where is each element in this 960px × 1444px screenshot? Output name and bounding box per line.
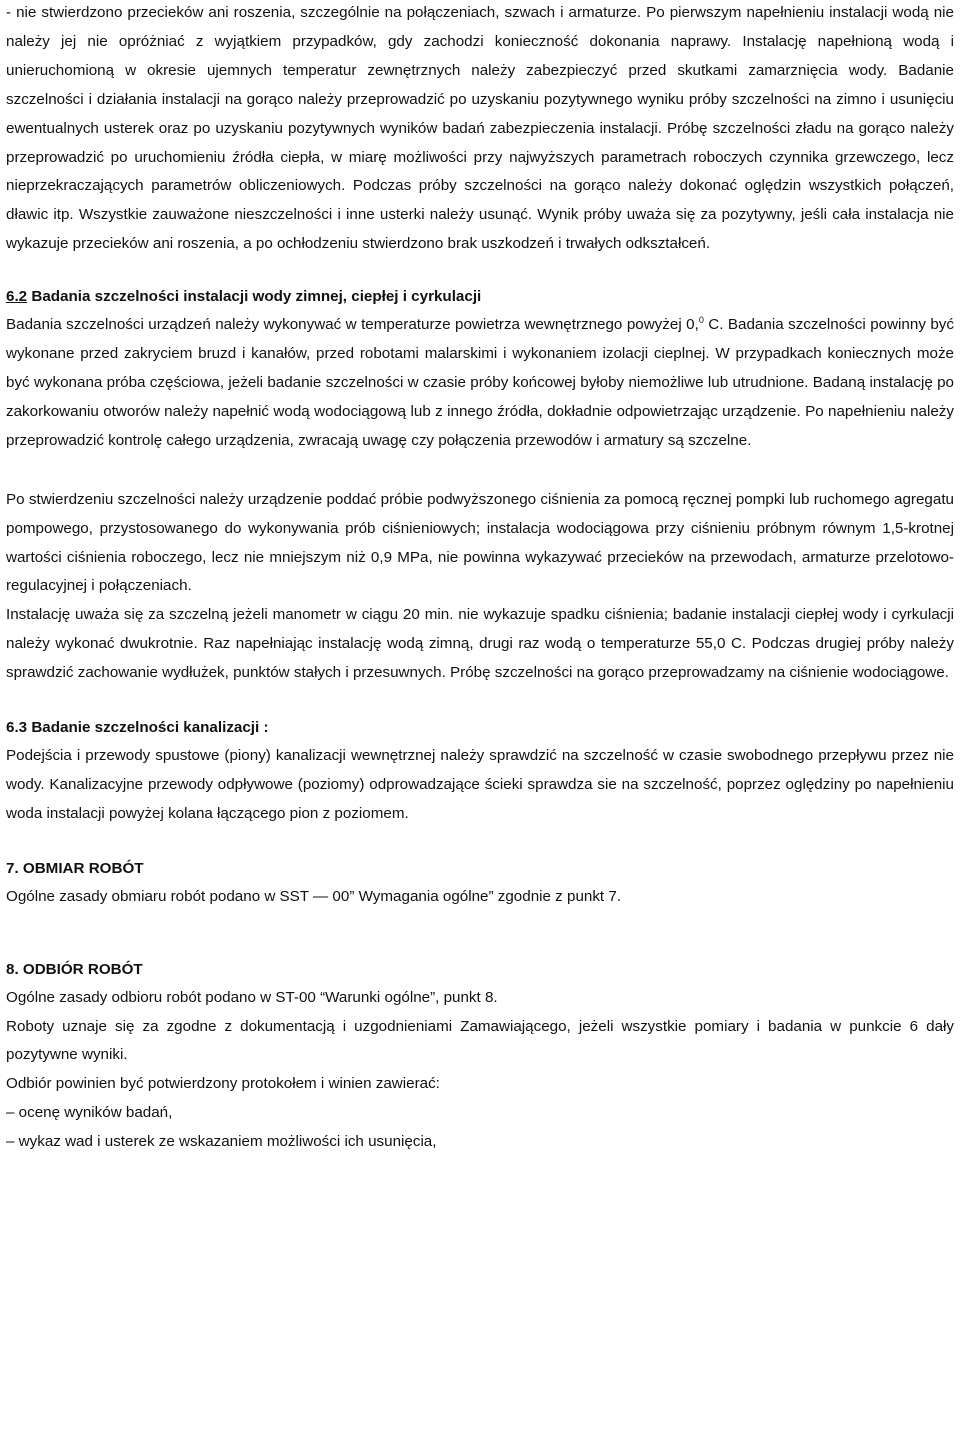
section-6-1-paragraph: - nie stwierdzono przecieków ani roszenia, szczególnie na połączeniach, szwach i armaturze. Po pierwszym napełnieniu instalacji wodą nie należy jej nie opróżniać z wyjątkiem przypadków, gdy zachodzi konieczność dokonania naprawy. Instalację napełnioną wodą i unieruchomioną w okresie ujemnych temperatur zewnętrznych należy zabezpieczyć przed skutkami zamarznięcia wody. Badanie szczelności i działania instalacji na gorąco należy przeprowadzić po uzyskaniu pozytywnego wyniku próby szczelności na zimno i usunięciu ewentualnych usterek oraz po uzyskaniu pozytywnych wyników badań zabezpieczenia instalacji. Próbę szczelności zładu na gorąco należy przeprowadzić po uruchomieniu źródła ciepła, w miarę możliwości przy najwyższych parametrach roboczych czynnika grzewczego, lecz nieprzekraczających parametrów obliczeniowych. Podczas próby szczelności na gorąco należy dokonać oględzin wszystkich połączeń, dławic itp. Wszystkie zauważone nieszczelności i inne usterki należy usunąć. Wynik próby uważa się za pozytywny, jeśli cała instalacja nie wykazuje przecieków ani roszenia, a po ochłodzeniu stwierdzono brak uszkodzeń i trwałych odkształceń. [6, 4, 954, 253]
spacer [6, 829, 954, 855]
section-7-heading: 7. OBMIAR ROBÓT [6, 859, 144, 877]
section-8-paragraph-3: Odbiór powinien być potwierdzony protokołem i winien zawierać: [6, 1075, 440, 1093]
section-6-3-paragraph: Podejścia i przewody spustowe (piony) kanalizacji wewnętrznej należy sprawdzić na szczelność w czasie swobodnego przepływu przez nie wody. Kanalizacyjne przewody odpływowe (poziomy) odprowadzające ścieki sprawdza sie na szczelność, poprzez oględziny po napełnieniu woda instalacji powyżej kolana łączącego pion z poziomem. [6, 747, 954, 822]
section-6-2-paragraph-1 [6, 311, 954, 456]
section-6-2-paragraph-3: Instalację uważa się za szczelną jeżeli manometr w ciągu 20 min. nie wykazuje spadku ciśnienia; badanie instalacji ciepłej wody i cyrkulacji należy wykonać dwukrotnie. Raz napełniając instalację wodą zimną, drugi raz wodą o temperaturze 55,0 C. Podczas drugiej próby należy sprawdzić zachowanie wydłużek, punktów stałych i przesuwnych. Próbę szczelności na gorąco przeprowadzamy na ciśnienie wodociągowe. [6, 606, 954, 682]
list-item: – ocenę wyników badań, [6, 1104, 173, 1122]
section-6-2-p1-rest: C. Badania szczelności powinny być wykonane przed zakryciem bruzd i kanałów, przed robotami malarskimi i wykonaniem izolacji cieplnej. W przypadkach koniecznych może być wykonana próba częściowa, jeżeli badanie szczelności w czasie próby końcowej byłoby niemożliwe lub utrudnione. Badaną instalację po zakorkowaniu otworów należy napełnić wodą wodociągową lub z innego źródła, dokładnie odpowietrzając urządzenie. Po napełnieniu należy przeprowadzić kontrolę całego urządzenia, zwracają uwagę czy połączenia przewodów i armatury są szczelne. [6, 316, 954, 449]
section-6-2-p1-start: Badania szczelności urządzeń należy wykonywać w temperaturze powietrza wewnętrznego powyżej 0, [6, 316, 699, 334]
section-6-2-paragraph-2: Po stwierdzeniu szczelności należy urządzenie poddać próbie podwyższonego ciśnienia za pomocą ręcznej pompki lub ruchomego agregatu pompowego, przystosowanego do wykonywania prób ciśnieniowych; instalacja wodociągowa przy ciśnieniu próbnym równym 1,5-krotnej wartości ciśnienia roboczego, lecz nie mniejszym niż 0,9 MPa, nie powinna wykazywać przecieków na przewodach, armaturze przelotowo-regulacyjnej i połączeniach. [6, 490, 954, 595]
list-item: – wykaz wad i usterek ze wskazaniem możliwości ich usunięcia, [6, 1132, 437, 1150]
section-8-heading: 8. ODBIÓR ROBÓT [6, 960, 143, 978]
section-6-2-title: Badania szczelności instalacji wody zimnej, ciepłej i cyrkulacji [31, 288, 482, 306]
degree-superscript: 0 [698, 315, 704, 326]
section-6-3-heading: 6.3 Badanie szczelności kanalizacji : [6, 719, 269, 737]
spacer [6, 912, 954, 956]
section-6-2-number: 6.2 [6, 288, 28, 306]
section-6-2-heading [6, 283, 954, 311]
spacer [6, 259, 954, 283]
section-8-paragraph-2: Roboty uznaje się za zgodne z dokumentacją i uzgodnieniami Zamawiającego, jeżeli wszystkie pomiary i badania w punkcie 6 dały pozytywne wyniki. [6, 1017, 954, 1064]
spacer [6, 688, 954, 714]
section-8-paragraph-1: Ogólne zasady odbioru robót podano w ST-00 “Warunki ogólne”, punkt 8. [6, 988, 498, 1006]
document-page [6, 0, 954, 1156]
section-7-paragraph: Ogólne zasady obmiaru robót podano w SST — 00” Wymagania ogólne” zgodnie z punkt 7. [6, 887, 622, 905]
spacer [6, 456, 954, 486]
